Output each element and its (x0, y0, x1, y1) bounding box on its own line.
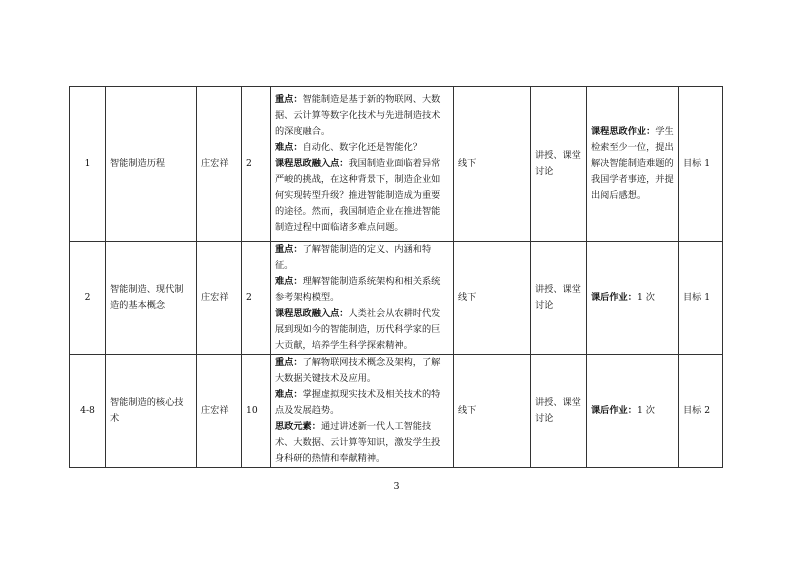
homework-label: 课后作业： (591, 292, 637, 303)
homework-label: 课后作业： (591, 405, 637, 416)
difficulty-text: 理解智能制造系统架构和相关系统参考架构模型。 (275, 276, 441, 303)
teacher-cell: 庄宏祥 (197, 87, 242, 242)
key-point-label: 重点： (275, 357, 303, 368)
mode-cell: 线下 (454, 355, 531, 468)
difficulty-label: 难点： (275, 389, 303, 400)
ideology-label: 课程思政融入点： (275, 158, 349, 169)
homework-cell (587, 355, 679, 468)
content-cell (271, 87, 454, 242)
homework-text: 学生检索至少一位，提出解决智能制造难题的我国学者事迹，并提出阅后感想。 (591, 126, 674, 201)
key-point-text: 了解智能制造的定义、内涵和特征。 (275, 244, 432, 271)
ideology-text: 我国制造业面临着异常严峻的挑战，在这种背景下，制造企业如何实现转型升级？推进智能制造成为重要的途径。然而，我国制造企业在推进智能制造过程中面临诸多难点问题。 (275, 158, 441, 233)
goal-cell: 目标 2 (679, 355, 723, 468)
difficulty-text: 自动化、数字化还是智能化？ (302, 142, 422, 153)
difficulty-label: 难点： (275, 276, 303, 287)
topic-cell: 智能制造的核心技术 (106, 355, 197, 468)
session-number: 2 (70, 242, 106, 355)
goal-cell: 目标 1 (679, 242, 723, 355)
hours-cell: 2 (242, 87, 271, 242)
method-cell: 讲授、课堂讨论 (531, 355, 587, 468)
page-number: 3 (393, 481, 400, 492)
homework-cell (587, 242, 679, 355)
session-number: 1 (70, 87, 106, 242)
course-schedule-table (69, 86, 723, 468)
content-cell (271, 242, 454, 355)
key-point-text: 智能制造是基于新的物联网、大数据、云计算等数字化技术与先进制造技术的深度融合。 (275, 94, 441, 137)
homework-label: 课程思政作业： (591, 126, 656, 137)
table-row (70, 355, 723, 468)
difficulty-label: 难点： (275, 142, 303, 153)
homework-text: 1 次 (636, 292, 655, 303)
difficulty-text: 掌握虚拟现实技术及相关技术的特点及发展趋势。 (275, 389, 441, 416)
key-point-label: 重点： (275, 244, 303, 255)
ideology-text: 通过讲述新一代人工智能技术、大数据、云计算等知识，激发学生投身科研的热情和奉献精神。 (275, 421, 441, 464)
mode-cell: 线下 (454, 87, 531, 242)
hours-cell: 10 (242, 355, 271, 468)
key-point-label: 重点： (275, 94, 303, 105)
homework-text: 1 次 (636, 405, 655, 416)
session-number: 4-8 (70, 355, 106, 468)
table-row (70, 87, 723, 242)
topic-cell: 智能制造、现代制造的基本概念 (106, 242, 197, 355)
teacher-cell: 庄宏祥 (197, 355, 242, 468)
goal-cell: 目标 1 (679, 87, 723, 242)
method-cell: 讲授、课堂讨论 (531, 242, 587, 355)
ideology-label: 课程思政融入点： (275, 308, 349, 319)
teacher-cell: 庄宏祥 (197, 242, 242, 355)
table-row (70, 242, 723, 355)
mode-cell: 线下 (454, 242, 531, 355)
hours-cell: 2 (242, 242, 271, 355)
content-cell (271, 355, 454, 468)
ideology-label: 思政元素： (275, 421, 321, 432)
topic-cell: 智能制造历程 (106, 87, 197, 242)
homework-cell (587, 87, 679, 242)
ideology-text: 人类社会从农耕时代发展到现如今的智能制造，历代科学家的巨大贡献，培养学生科学探索精神。 (275, 308, 441, 351)
method-cell: 讲授、课堂讨论 (531, 87, 587, 242)
key-point-text: 了解物联网技术概念及架构，了解大数据关键技术及应用。 (275, 357, 441, 384)
